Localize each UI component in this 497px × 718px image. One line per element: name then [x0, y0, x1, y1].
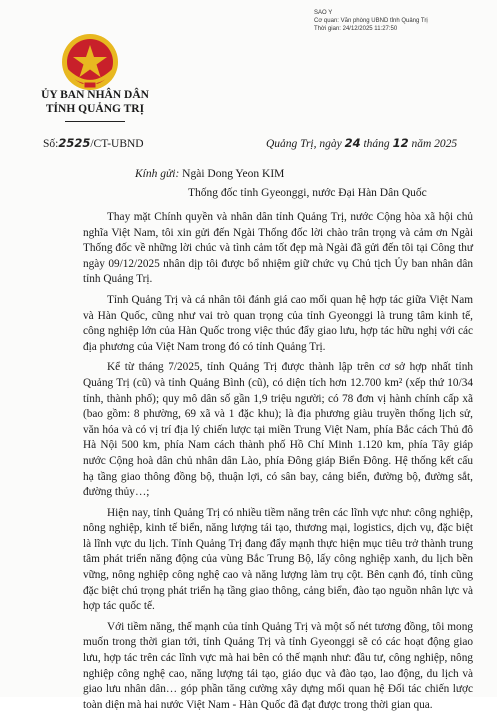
stamp-line-1: SAO Y	[314, 10, 333, 16]
stamp-line-3: Thời gian: 24/12/2025 11:27:50	[314, 26, 398, 32]
recipient-label: Kính gửi:	[135, 168, 180, 180]
body-paragraph-4: Hiện nay, tỉnh Quảng Trị có nhiều tiềm năng trên các lĩnh vực như: công nghiệp, nông nghiệp, kinh tế biển, năng lượng tái tạo, thương mại, logistics, dịch vụ, đặc biệt là lĩnh vực du lịch. Tỉnh Quảng Trị đang đẩy mạnh thực hiện mục tiêu trở thành trung tâm phát triển năng động của vùng Bắc Trung Bộ, lấy công nghiệp xanh, du lịch bền vững, nông nghiệp công nghệ cao và năng lượng làm trụ cột. Bên cạnh đó, tỉnh cũng đặc biệt chú trọng phát triển hạ tầng giao thông, cảng biển, đào tạo nguồn nhân lực và hợp tác quốc tế.	[83, 506, 473, 613]
document-number	[43, 136, 144, 150]
recipient-name: Ngài Dong Yeon KIM	[182, 168, 285, 180]
letter-body	[83, 210, 473, 718]
recipient-title: Thống đốc tỉnh Gyeonggi, nước Đại Hàn Dân Quốc	[188, 187, 427, 199]
issuing-agency	[20, 88, 170, 116]
agency-line-2: TỈNH QUẢNG TRỊ	[45, 103, 145, 115]
date-line	[266, 136, 457, 150]
doc-number-handwritten: 2525	[58, 136, 91, 150]
national-emblem-icon	[60, 32, 120, 92]
stamp-line-2: Cơ quan: Văn phòng UBND tỉnh Quảng Trị	[314, 18, 428, 24]
doc-number-suffix: /CT-UBND	[90, 138, 144, 150]
date-day: 24	[344, 136, 361, 150]
date-place: Quảng Trị, ngày	[266, 138, 342, 150]
agency-line-1: ỦY BAN NHÂN DÂN	[41, 89, 149, 101]
body-paragraph-3: Kể từ tháng 7/2025, tỉnh Quảng Trị được thành lập trên cơ sở hợp nhất tỉnh Quảng Trị (cũ) và tỉnh Quảng Bình (cũ), có diện tích hơn 12.700 km² (xếp thứ 10/34 tỉnh, thành phố); quy mô dân số gần 1,9 triệu người; có 78 đơn vị hành chính cấp xã (bao gồm: 8 phường, 69 xã và 1 đặc khu); là địa phương giàu truyền thống lịch sử, văn hóa và có vị trí địa lý chiến lược tại miền Trung Việt Nam, phía Bắc cách Thủ đô Hà Nội 500 km, phía Nam cách thành phố Hồ Chí Minh 1.120 km, phía Tây giáp nước Cộng hoà dân chủ nhân dân Lào, phía Đông giáp Biển Đông. Hệ thống kết cấu hạ tầng giao thông đồng bộ, thuận lợi, có sân bay, cảng biển, đường bộ, đường sắt, đường thủy…;	[83, 361, 473, 499]
recipient-block	[135, 165, 427, 203]
body-paragraph-5: Với tiềm năng, thế mạnh của tỉnh Quảng Trị và một số nét tương đồng, tôi mong muốn trong thời gian tới, tỉnh Quảng Trị và tỉnh Gyeonggi sẽ có các hoạt động giao lưu, hợp tác trên các lĩnh vực mà hai bên có thế mạnh như: đầu tư, công nghiệp, nông nghiệp công nghệ cao, năng lượng tái tạo, giáo dục và đào tạo, lao động, du lịch và giao lưu nhân dân… góp phần tăng cường xây dựng mối quan hệ Đối tác chiến lược toàn diện mà hai nước Việt Nam - Hàn Quốc đã đạt được trong thời gian qua.	[83, 620, 473, 711]
date-month-label: tháng	[363, 138, 390, 150]
date-month: 12	[392, 136, 409, 150]
agency-underline	[65, 121, 125, 122]
body-paragraph-1: Thay mặt Chính quyền và nhân dân tỉnh Quảng Trị, nước Cộng hòa xã hội chủ nghĩa Việt Nam, tôi xin gửi đến Ngài Thống đốc lời chào trân trọng và cảm ơn Ngài Thống đốc về những lời chúc và tình cảm tốt đẹp mà Ngài đã gửi đến tôi tại Công thư ngày 09/12/2025 nhân dịp tôi được bổ nhiệm giữ chức vụ Chủ tịch Ủy ban nhân dân tỉnh Quảng Trị.	[83, 211, 473, 286]
body-paragraph-2: Tỉnh Quảng Trị và cá nhân tôi đánh giá cao mối quan hệ hợp tác giữa Việt Nam và Hàn Quốc, cũng như vai trò quan trọng của tỉnh Gyeonggi là trung tâm kinh tế, công nghiệp lớn của Hàn Quốc trong việc thúc đẩy giao lưu, hợp tác hữu nghị với các địa phương của Việt Nam trong đó có tỉnh Quảng Trị.	[83, 293, 473, 353]
copy-stamp	[314, 9, 492, 33]
date-year: năm 2025	[411, 138, 458, 150]
doc-number-prefix: Số:	[43, 138, 59, 150]
